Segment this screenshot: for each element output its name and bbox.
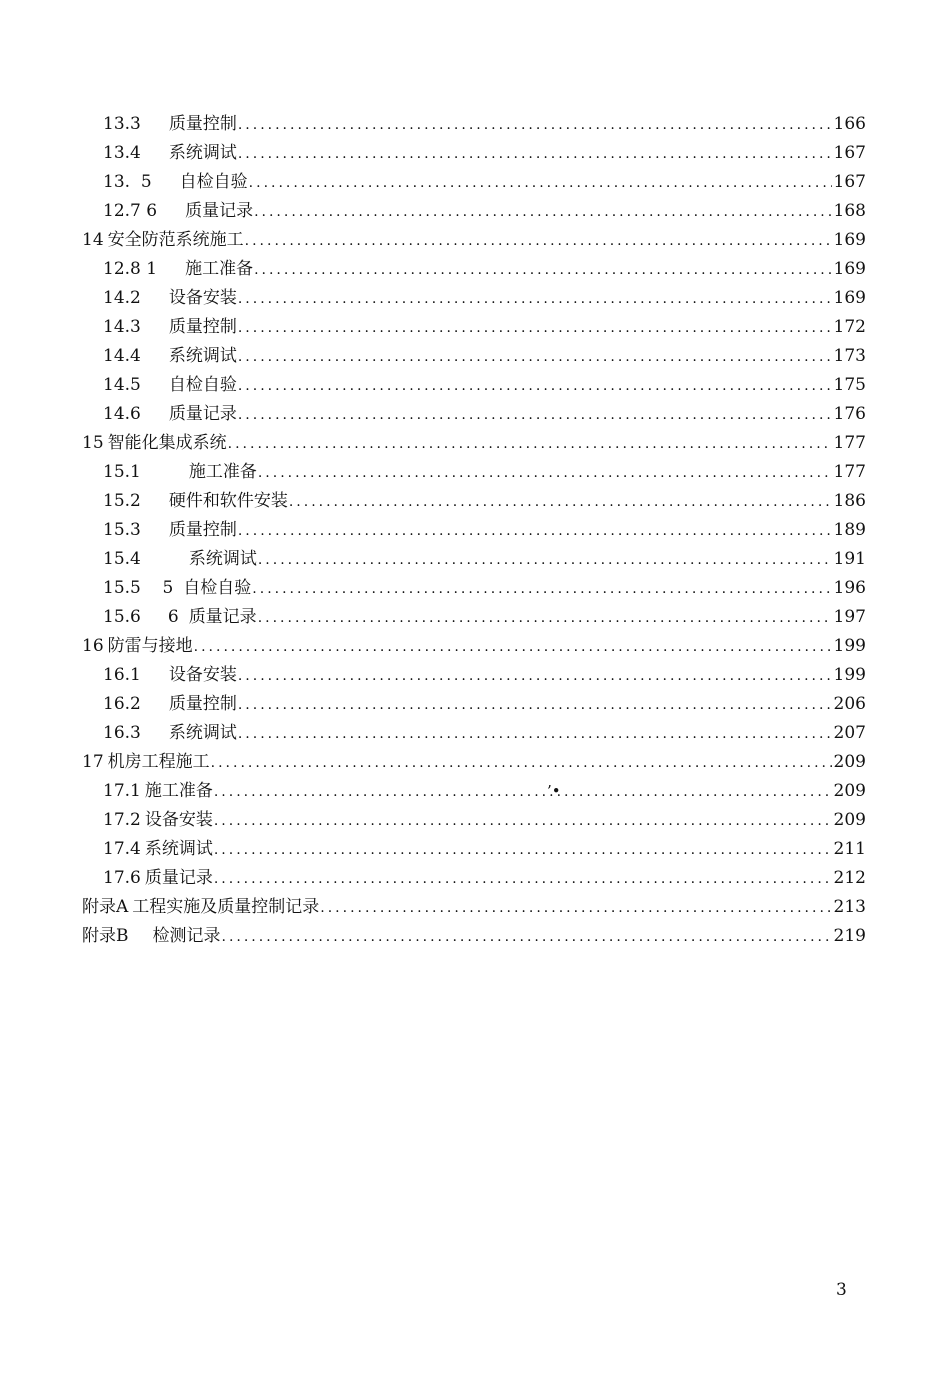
toc-entry[interactable] (82, 168, 866, 197)
toc-entry-title: 自检自验 (168, 375, 237, 395)
toc-entry-number: 附录A (82, 897, 129, 917)
toc-entry-page: 172 (833, 317, 866, 337)
toc-entry-title: 智能化集成系统 (107, 433, 227, 453)
toc-entry-page: 173 (833, 346, 866, 366)
toc-entry-label (103, 313, 237, 342)
toc-entry-number: 15.6 6 (103, 607, 179, 627)
toc-dot-leader (214, 865, 832, 894)
toc-entry-title: 设备安装 (168, 665, 237, 685)
toc-entry-page: 177 (833, 462, 866, 482)
toc-entry-number: 15.5 5 (103, 578, 174, 598)
toc-entry-page: 219 (833, 926, 866, 946)
toc-entry-page: 168 (833, 201, 866, 221)
toc-entry[interactable] (82, 400, 866, 429)
toc-entry[interactable] (82, 719, 866, 748)
toc-dot-leader (228, 430, 832, 459)
toc-entry-page: 199 (833, 665, 866, 685)
toc-dot-leader (238, 285, 832, 314)
toc-entry-label (103, 690, 237, 719)
toc-entry-label (103, 777, 213, 806)
toc-entry-label (103, 661, 237, 690)
toc-dot-leader (289, 488, 832, 517)
toc-entry-label (103, 574, 251, 603)
toc-entry-number: 15 (82, 433, 104, 453)
toc-entry[interactable] (82, 574, 866, 603)
toc-entry-page: 177 (833, 433, 866, 453)
toc-entry-page: 209 (833, 752, 866, 772)
toc-entry[interactable] (82, 110, 866, 139)
toc-entry[interactable] (82, 371, 866, 400)
toc-entry-label (103, 719, 237, 748)
toc-entry[interactable] (82, 487, 866, 516)
toc-entry-label (103, 603, 257, 632)
toc-entry-title: 工程实施及质量控制记录 (132, 897, 320, 917)
toc-entry-label (103, 516, 237, 545)
toc-entry-label (103, 864, 213, 893)
toc-entry-title: 机房工程施工 (107, 752, 210, 772)
toc-dot-leader (254, 198, 831, 227)
toc-entry-label (103, 168, 248, 197)
toc-entry[interactable] (82, 690, 866, 719)
table-of-contents (82, 110, 866, 951)
toc-entry-page: 189 (833, 520, 866, 540)
toc-entry-title: 系统调试 (168, 143, 237, 163)
toc-dot-leader (238, 691, 832, 720)
toc-entry-number: 15.2 (103, 491, 141, 511)
toc-entry-label (103, 255, 253, 284)
toc-entry-number: 15.3 (103, 520, 141, 540)
toc-entry[interactable] (82, 835, 866, 864)
toc-entry[interactable] (82, 313, 866, 342)
toc-dot-leader (252, 575, 831, 604)
toc-dot-leader (245, 227, 832, 256)
toc-entry-page: 169 (833, 259, 866, 279)
toc-entry[interactable] (82, 545, 866, 574)
toc-entry-page: 207 (833, 723, 866, 743)
toc-entry-title: 质量控制 (168, 114, 237, 134)
toc-dot-leader (238, 662, 832, 691)
toc-entry-page: 176 (833, 404, 866, 424)
toc-entry-page: 186 (833, 491, 866, 511)
stray-mark: ’• (547, 782, 561, 800)
toc-entry-label (103, 806, 213, 835)
toc-entry-number: 14.4 (103, 346, 141, 366)
toc-entry-title: 自检自验 (183, 578, 252, 598)
toc-entry-label (103, 458, 257, 487)
toc-entry-number: 13.3 (103, 114, 141, 134)
toc-entry-number: 附录B (82, 926, 129, 946)
toc-entry-page: 199 (833, 636, 866, 656)
toc-dot-leader (214, 778, 832, 807)
toc-entry-number: 16.1 (103, 665, 141, 685)
toc-entry[interactable] (82, 458, 866, 487)
toc-entry-title: 安全防范系统施工 (107, 230, 244, 250)
toc-entry-number: 13. 5 (103, 172, 152, 192)
toc-entry-title: 施工准备 (144, 781, 213, 801)
toc-entry-page: 167 (833, 143, 866, 163)
toc-entry-label (82, 893, 319, 922)
toc-entry-page: 175 (833, 375, 866, 395)
toc-entry-page: 209 (833, 781, 866, 801)
toc-entry-label (103, 545, 257, 574)
toc-dot-leader (258, 459, 832, 488)
toc-entry-number: 17 (82, 752, 104, 772)
toc-entry-title: 质量控制 (168, 317, 237, 337)
toc-dot-leader (194, 633, 832, 662)
toc-entry-title: 硬件和软件安装 (168, 491, 288, 511)
toc-entry[interactable] (82, 806, 866, 835)
toc-entry-label (103, 197, 253, 226)
toc-entry[interactable] (82, 603, 866, 632)
toc-entry-page: 169 (833, 288, 866, 308)
toc-entry[interactable] (82, 893, 866, 922)
toc-dot-leader (214, 836, 832, 865)
toc-dot-leader (249, 169, 832, 198)
toc-dot-leader (320, 894, 831, 923)
toc-entry-title: 质量记录 (185, 201, 254, 221)
toc-entry[interactable] (82, 661, 866, 690)
toc-entry-title: 施工准备 (185, 259, 254, 279)
toc-entry-title: 设备安装 (144, 810, 213, 830)
toc-entry[interactable] (82, 777, 866, 806)
toc-entry-title: 系统调试 (188, 549, 257, 569)
toc-entry-label (103, 400, 237, 429)
toc-entry-label (103, 284, 237, 313)
toc-entry-number: 16.2 (103, 694, 141, 714)
page-number: 3 (836, 1280, 847, 1300)
toc-entry-page: 211 (833, 839, 866, 859)
toc-entry-title: 系统调试 (168, 723, 237, 743)
toc-entry-number: 12.8 1 (103, 259, 158, 279)
toc-dot-leader (254, 256, 831, 285)
toc-dot-leader (258, 546, 832, 575)
toc-entry-number: 15.4 (103, 549, 141, 569)
toc-entry-label (82, 748, 210, 777)
toc-entry[interactable] (82, 632, 866, 661)
toc-entry-title: 质量控制 (168, 520, 237, 540)
toc-entry-number: 17.1 (103, 781, 141, 801)
toc-entry-title: 质量控制 (168, 694, 237, 714)
toc-entry-page: 197 (833, 607, 866, 627)
toc-entry-page: 166 (833, 114, 866, 134)
toc-entry-label (82, 429, 227, 458)
toc-entry-label (103, 835, 213, 864)
toc-dot-leader (238, 517, 832, 546)
toc-entry[interactable] (82, 429, 866, 458)
toc-entry-title: 设备安装 (168, 288, 237, 308)
toc-entry-number: 15.1 (103, 462, 141, 482)
toc-entry-title: 质量记录 (188, 607, 257, 627)
toc-entry[interactable] (82, 197, 866, 226)
toc-entry-number: 12.7 6 (103, 201, 158, 221)
toc-entry[interactable] (82, 284, 866, 313)
toc-entry-number: 16.3 (103, 723, 141, 743)
toc-entry-title: 检测记录 (152, 926, 221, 946)
toc-entry-page: 167 (833, 172, 866, 192)
toc-entry[interactable] (82, 342, 866, 371)
toc-entry-label (103, 371, 237, 400)
toc-entry-title: 防雷与接地 (107, 636, 193, 656)
toc-entry-label (103, 487, 288, 516)
toc-entry-title: 自检自验 (179, 172, 248, 192)
toc-entry-title: 质量记录 (168, 404, 237, 424)
toc-entry-label (103, 110, 237, 139)
toc-entry-label (103, 139, 237, 168)
toc-entry-number: 17.4 (103, 839, 141, 859)
toc-dot-leader (238, 111, 832, 140)
toc-dot-leader (238, 720, 832, 749)
toc-entry-title: 系统调试 (168, 346, 237, 366)
toc-entry[interactable] (82, 139, 866, 168)
toc-entry-label (82, 632, 193, 661)
toc-entry-label (82, 226, 244, 255)
toc-entry-number: 14.5 (103, 375, 141, 395)
toc-entry-title: 系统调试 (144, 839, 213, 859)
toc-dot-leader (238, 314, 832, 343)
toc-entry-number: 14 (82, 230, 104, 250)
toc-dot-leader (222, 923, 832, 952)
toc-entry[interactable] (82, 922, 866, 951)
toc-entry-number: 14.6 (103, 404, 141, 424)
toc-entry-page: 209 (833, 810, 866, 830)
toc-dot-leader (238, 343, 832, 372)
toc-dot-leader (258, 604, 832, 633)
toc-entry-number: 17.6 (103, 868, 141, 888)
toc-entry-label (82, 922, 221, 951)
toc-dot-leader (238, 401, 832, 430)
toc-entry-number: 16 (82, 636, 104, 656)
toc-dot-leader (238, 140, 832, 169)
toc-entry-page: 206 (833, 694, 866, 714)
toc-entry-number: 14.2 (103, 288, 141, 308)
toc-entry[interactable] (82, 255, 866, 284)
toc-dot-leader (211, 749, 832, 778)
toc-entry-number: 17.2 (103, 810, 141, 830)
toc-entry-page: 191 (833, 549, 866, 569)
toc-entry-page: 169 (833, 230, 866, 250)
toc-entry[interactable] (82, 226, 866, 255)
toc-entry[interactable] (82, 516, 866, 545)
toc-entry-label (103, 342, 237, 371)
toc-entry-number: 13.4 (103, 143, 141, 163)
toc-dot-leader (238, 372, 832, 401)
toc-entry-title: 施工准备 (188, 462, 257, 482)
toc-entry-title: 质量记录 (144, 868, 213, 888)
toc-entry[interactable] (82, 864, 866, 893)
toc-dot-leader (214, 807, 832, 836)
toc-entry[interactable] (82, 748, 866, 777)
toc-entry-number: 14.3 (103, 317, 141, 337)
toc-entry-page: 196 (833, 578, 866, 598)
toc-entry-page: 213 (833, 897, 866, 917)
toc-entry-page: 212 (833, 868, 866, 888)
